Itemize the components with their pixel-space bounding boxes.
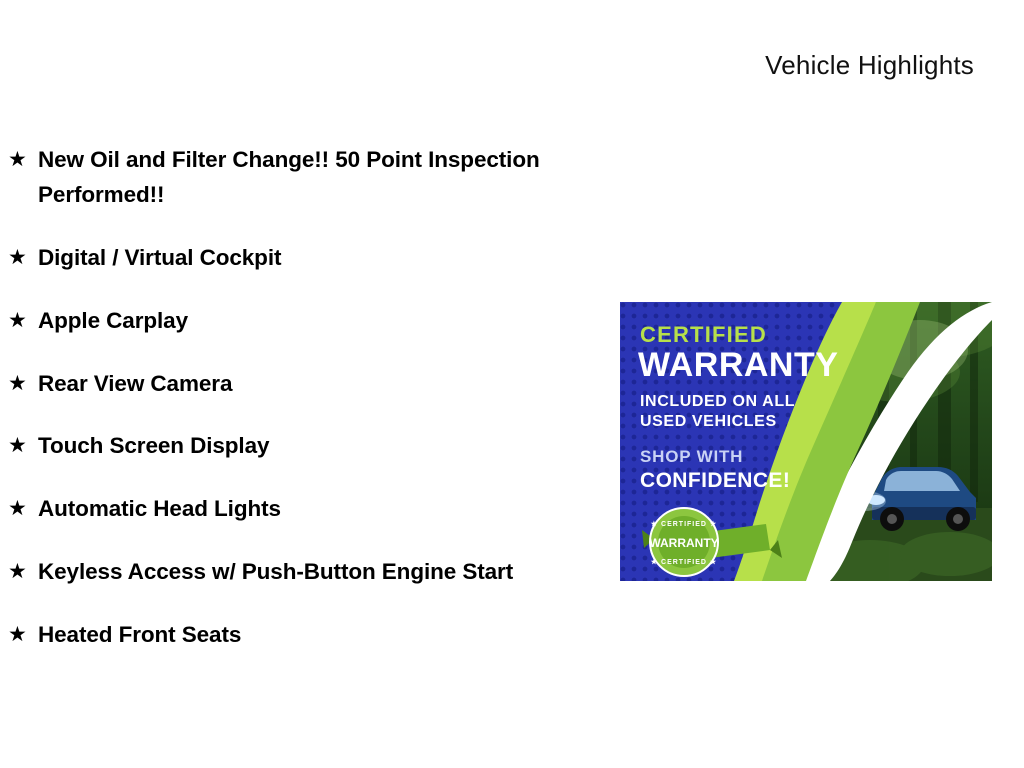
list-item-label: Automatic Head Lights — [38, 496, 281, 522]
star-icon: ★ — [8, 148, 27, 171]
list-item-label: Apple Carplay — [38, 307, 188, 333]
warranty-line-4: USED VEHICLES — [640, 413, 777, 430]
star-icon: ★ — [8, 623, 27, 646]
list-item — [8, 241, 608, 276]
certified-warranty-banner — [620, 302, 992, 581]
list-item — [8, 492, 608, 527]
seal-main-label: WARRANTY — [649, 536, 719, 550]
star-icon: ★ — [8, 371, 27, 395]
certified-warranty-illustration — [620, 302, 992, 581]
star-icon: ★ — [8, 245, 27, 269]
vehicle-highlights-list — [8, 143, 608, 681]
star-icon: ★ — [8, 560, 27, 584]
page-title: Vehicle Highlights — [765, 50, 974, 80]
list-item — [8, 143, 608, 213]
warranty-line-3: INCLUDED ON ALL — [640, 393, 796, 410]
list-item — [8, 555, 608, 590]
warranty-line-5: SHOP WITH — [640, 447, 744, 466]
star-icon: ★ — [8, 497, 27, 521]
seal-top-label: ★ CERTIFIED ★ — [650, 521, 718, 528]
list-item-label: Keyless Access w/ Push-Button Engine Start — [38, 559, 514, 585]
list-item — [8, 429, 608, 464]
list-item — [8, 367, 608, 402]
list-item-label: Heated Front Seats — [38, 622, 242, 647]
list-item-label: Touch Screen Display — [38, 433, 270, 459]
list-item-label: New Oil and Filter Change!! 50 Point Inspection Performed!! — [38, 147, 540, 207]
list-item-label: Rear View Camera — [38, 370, 233, 396]
list-item — [8, 618, 608, 653]
warranty-line-2: WARRANTY — [638, 346, 839, 384]
warranty-line-1: CERTIFIED — [640, 322, 767, 347]
list-item-label: Digital / Virtual Cockpit — [38, 244, 282, 270]
star-icon: ★ — [8, 434, 27, 458]
star-icon: ★ — [8, 308, 27, 332]
seal-bottom-label: ★ CERTIFIED ★ — [650, 559, 718, 566]
list-item — [8, 304, 608, 339]
warranty-line-6: CONFIDENCE! — [640, 469, 791, 492]
